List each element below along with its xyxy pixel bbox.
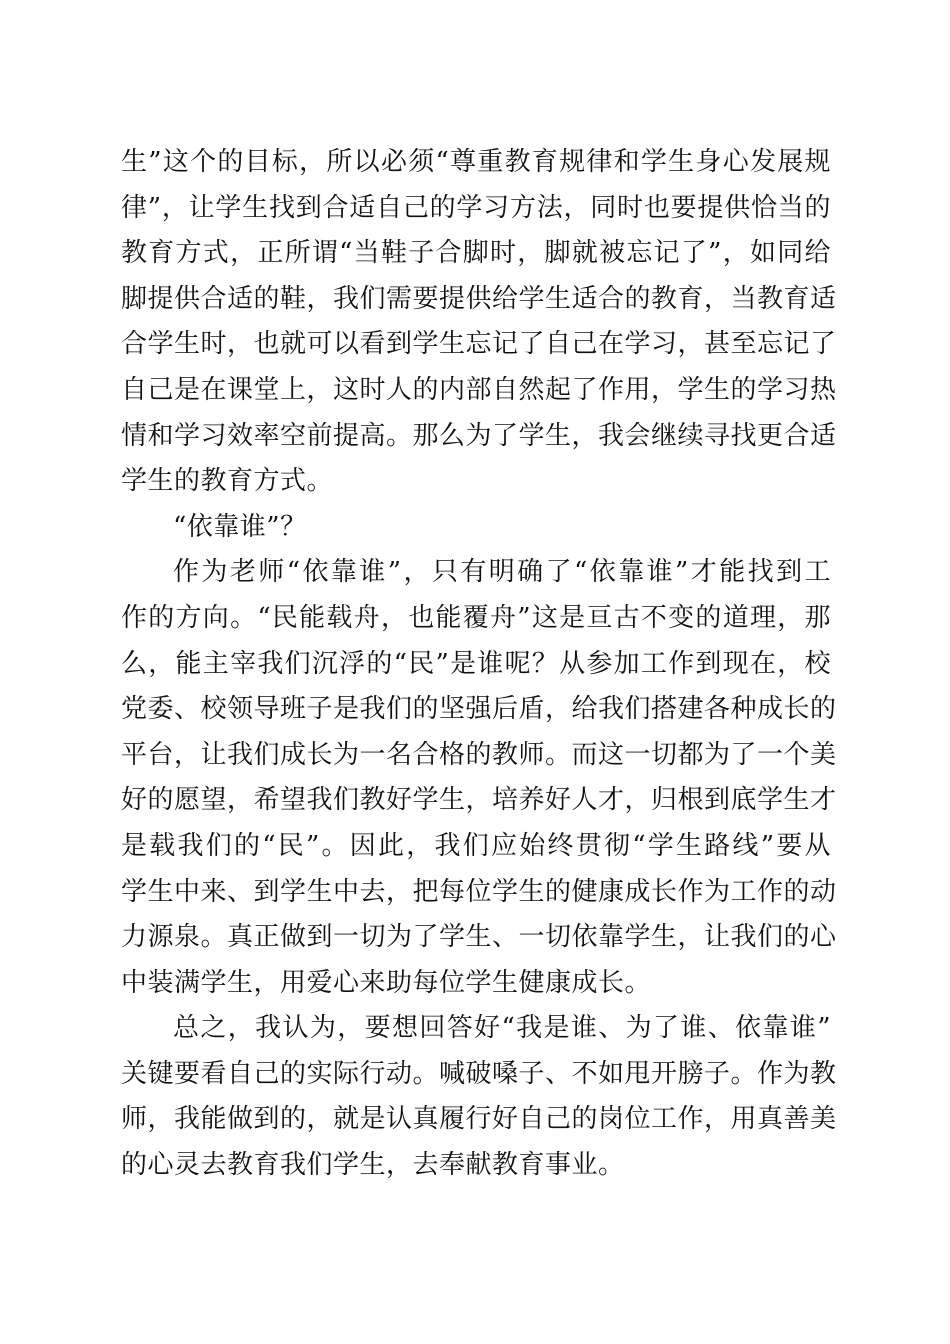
text-line: 好的愿望，希望我们教好学生，培养好人才，归根到底学生才 (121, 785, 837, 816)
text-line: 合学生时，也就可以看到学生忘记了自己在学习，甚至忘记了 (121, 329, 837, 360)
text-line: 作的方向。“民能载舟，也能覆舟”这是亘古不变的道理，那 (121, 602, 831, 633)
text-line: 教育方式，正所谓“当鞋子合脚时，脚就被忘记了”，如同给 (121, 238, 831, 269)
text-line: 自己是在课堂上，这时人的内部自然起了作用，学生的学习热 (121, 374, 837, 405)
section-heading: “依靠谁”？ (173, 511, 307, 542)
text-line: 力源泉。真正做到一切为了学生、一切依靠学生，让我们的心 (121, 922, 837, 953)
text-line: 是载我们的“民”。因此，我们应始终贯彻“学生路线”要从 (121, 830, 831, 861)
text-line: 平台，让我们成长为一名合格的教师。而这一切都为了一个美 (121, 739, 837, 770)
text-line: 学生的教育方式。 (121, 466, 334, 497)
text-line: 学生中来、到学生中去，把每位学生的健康成长作为工作的动 (121, 876, 837, 907)
text-line: 生”这个的目标，所以必须“尊重教育规律和学生身心发展规 (121, 147, 831, 177)
text-line: 作为老师“依靠谁”，只有明确了“依靠谁”才能找到工 (173, 557, 831, 588)
text-line: 关键要看自己的实际行动。喊破嗓子、不如甩开膀子。作为教 (121, 1058, 837, 1089)
text-line: 党委、校领导班子是我们的坚强后盾，给我们搭建各种成长的 (121, 694, 837, 725)
text-line: 情和学习效率空前提高。那么为了学生，我会继续寻找更合适 (121, 420, 837, 451)
text-line: 么，能主宰我们沉浮的“民”是谁呢？从参加工作到现在，校 (121, 648, 831, 679)
text-line: 总之，我认为，要想回答好“我是谁、为了谁、依靠谁” (173, 1013, 831, 1044)
text-line: 师，我能做到的，就是认真履行好自己的岗位工作，用真善美 (121, 1104, 837, 1135)
document-body (121, 140, 837, 1189)
text-line: 中装满学生，用爱心来助每位学生健康成长。 (121, 967, 652, 998)
text-line: 脚提供合适的鞋，我们需要提供给学生适合的教育，当教育适 (121, 283, 837, 314)
text-line: 律”，让学生找到合适自己的学习方法，同时也要提供恰当的 (121, 192, 831, 223)
text-line: 的心灵去教育我们学生，去奉献教育事业。 (121, 1150, 625, 1181)
